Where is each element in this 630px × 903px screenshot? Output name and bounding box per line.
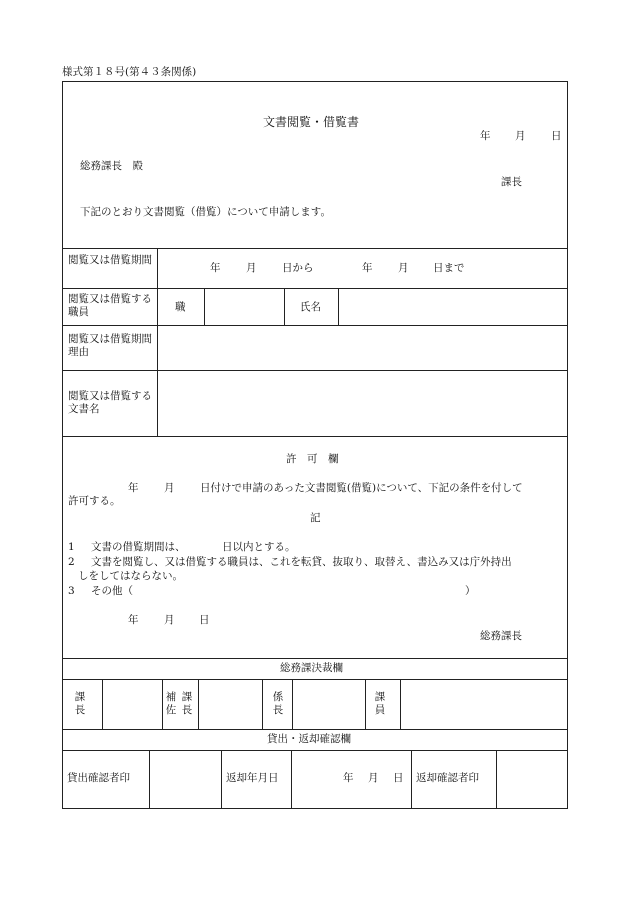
item3-text: その他（ [91, 585, 133, 597]
permission-year: 年 [128, 482, 139, 494]
item2-text-a: 文書を閲覧し、又は借覧する職員は、これを転貸、抜取り、取替え、書込み又は庁外持出 [91, 556, 512, 568]
divider-approval-title [62, 679, 568, 680]
period-until: 日まで [433, 262, 465, 274]
approval-divider-3 [198, 679, 199, 729]
divider-staff [62, 325, 568, 326]
lending-divider-1 [149, 750, 150, 808]
approval-title: 総務課決裁欄 [280, 662, 343, 674]
request-text: 下記のとおり文書閲覧（借覧）について申請します。 [80, 206, 331, 218]
return-date-label: 返却年月日 [226, 772, 279, 784]
sign-year: 年 [128, 614, 139, 626]
item1-number: 1 [68, 541, 75, 553]
label-column-divider [157, 248, 158, 436]
date-day: 日 [551, 130, 562, 142]
period-label: 閲覧又は借覧期間 [68, 254, 152, 266]
divider-lending-title [62, 750, 568, 751]
staff-divider-2 [284, 288, 285, 325]
permission-title: 許 可 欄 [286, 453, 339, 465]
document-title: 文書閲覧・借覧書 [263, 115, 360, 129]
item1-text-a: 文書の借覧期間は、 [91, 541, 186, 553]
period-year-from: 年 [210, 262, 221, 274]
lending-divider-2 [221, 750, 222, 808]
return-month: 月 [368, 772, 379, 784]
period-year-until: 年 [362, 262, 373, 274]
permission-text-line1: 日付けで申請のあった文書閲覧(借覧)について、下記の条件を付して [200, 482, 523, 494]
applicant-section-chief: 課長 [501, 176, 522, 188]
lending-divider-3 [291, 750, 292, 808]
staff-divider-3 [338, 288, 339, 325]
name-label: 氏名 [300, 301, 321, 313]
addressee: 総務課長 殿 [80, 160, 143, 172]
form-code: 様式第１８号(第４３条関係) [62, 66, 197, 78]
item1-text-b: 日以内とする。 [222, 541, 296, 553]
divider-period [62, 288, 568, 289]
sign-month: 月 [164, 614, 175, 626]
period-from: 日から [282, 262, 314, 274]
item3-number: 3 [68, 585, 75, 597]
divider-docname [62, 436, 568, 437]
period-month-until: 月 [398, 262, 409, 274]
docname-label: 閲覧又は借覧する文書名 [68, 390, 152, 416]
sign-day: 日 [199, 614, 210, 626]
lending-title: 貸出・返却確認欄 [267, 733, 351, 745]
divider-reason [62, 370, 568, 371]
approval-divider-4 [262, 679, 263, 729]
ki-heading: 記 [310, 512, 321, 524]
approval-divider-6 [365, 679, 366, 729]
approval-chief: 課長 [181, 691, 193, 717]
period-month-from: 月 [246, 262, 257, 274]
return-day: 日 [393, 772, 404, 784]
lending-divider-5 [496, 750, 497, 808]
approval-divider-7 [400, 679, 401, 729]
lending-divider-4 [411, 750, 412, 808]
approval-section-chief: 課長 [74, 691, 86, 717]
approval-staff: 課員 [374, 691, 386, 717]
lend-seal-label: 貸出確認者印 [67, 772, 130, 784]
return-year: 年 [343, 772, 354, 784]
staff-label: 閲覧又は借覧する職員 [68, 293, 152, 319]
approval-assistant: 補佐 [165, 691, 177, 717]
date-month: 月 [515, 130, 526, 142]
approval-divider-1 [102, 679, 103, 729]
divider-approval [62, 729, 568, 730]
date-year: 年 [480, 130, 491, 142]
approval-divider-2 [162, 679, 163, 729]
divider-header [62, 248, 568, 249]
staff-divider-1 [204, 288, 205, 325]
item2-text-b: しをしてはならない。 [78, 570, 183, 582]
approval-divider-5 [292, 679, 293, 729]
position-label: 職 [175, 301, 186, 313]
permission-text-line2: 許可する。 [68, 495, 121, 507]
reason-label: 閲覧又は借覧期間理由 [68, 333, 152, 359]
item3-close-paren: ） [465, 585, 476, 597]
approval-subsection-chief: 係長 [272, 691, 284, 717]
return-seal-label: 返却確認者印 [416, 772, 479, 784]
divider-permission [62, 658, 568, 659]
item2-number: 2 [68, 556, 75, 568]
signer: 総務課長 [480, 630, 522, 642]
permission-month: 月 [164, 482, 175, 494]
document-form [62, 81, 568, 809]
